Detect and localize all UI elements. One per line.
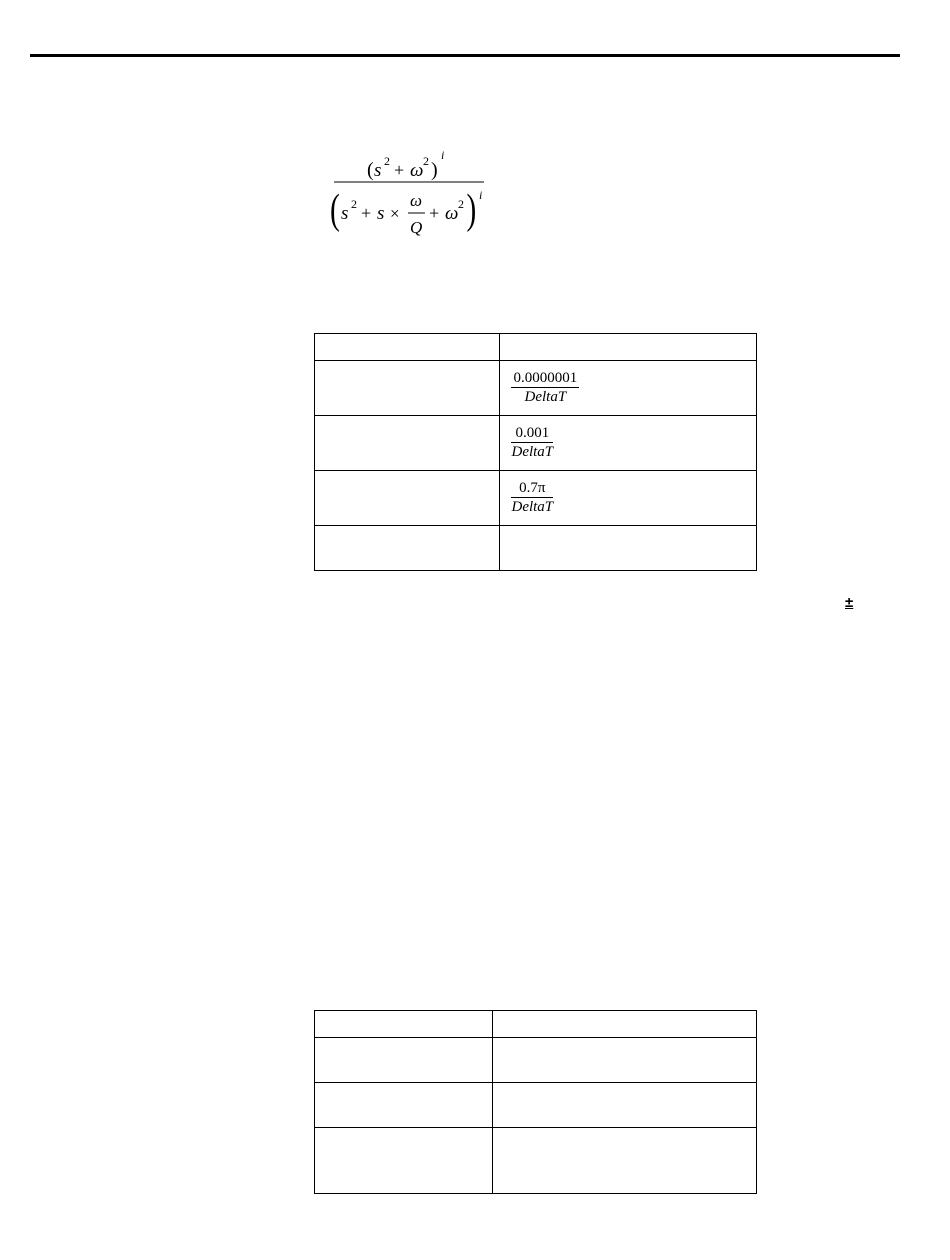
num-close-paren: ) [431, 159, 438, 181]
table-cell [500, 526, 757, 571]
table-cell [492, 1128, 756, 1194]
num-sup-2a: 2 [384, 154, 390, 168]
fraction-numerator: 0.001 [515, 425, 550, 441]
den-s2: s [377, 203, 385, 224]
fraction-denominator: DeltaT [511, 499, 554, 515]
formula-svg [330, 143, 490, 243]
fraction-denominator: DeltaT [524, 389, 567, 405]
table-row [315, 1083, 757, 1128]
den-omega-num: ω [410, 191, 423, 210]
den-plus-1: + [361, 203, 372, 223]
den-s: s [341, 203, 349, 224]
den-sup-2a: 2 [351, 197, 357, 211]
fraction [511, 426, 553, 460]
table-cell [500, 361, 757, 416]
den-times: × [390, 204, 400, 223]
top-rule [30, 54, 900, 57]
den-open-paren: ( [330, 185, 340, 233]
num-plus: + [394, 160, 405, 180]
transfer-function-formula [330, 143, 490, 243]
num-open-paren: ( [367, 159, 374, 181]
num-s: s [374, 160, 382, 181]
table-cell [492, 1038, 756, 1083]
table-cell [492, 1011, 756, 1038]
table-cell [500, 471, 757, 526]
den-plus-2: + [429, 203, 440, 223]
den-omega: ω [445, 203, 459, 224]
den-close-paren: ) [466, 185, 477, 233]
fraction-numerator: 0.0000001 [513, 370, 578, 386]
den-sup-2b: 2 [458, 197, 464, 211]
table-cell [315, 361, 500, 416]
table-cell [315, 1083, 493, 1128]
table-row [315, 361, 757, 416]
num-omega: ω [410, 160, 424, 181]
table-row [315, 1128, 757, 1194]
num-sup-2b: 2 [423, 154, 429, 168]
fraction [511, 481, 553, 515]
secondary-table [314, 1010, 757, 1194]
fraction-numerator: 0.7π [519, 480, 546, 496]
table-row [315, 526, 757, 571]
parameter-table [314, 333, 757, 571]
den-exp-i: i [479, 188, 483, 202]
den-q: Q [410, 218, 423, 237]
table-cell [315, 471, 500, 526]
table-row [315, 471, 757, 526]
table-row [315, 334, 757, 361]
table-row [315, 1038, 757, 1083]
table-cell [315, 1128, 493, 1194]
table-cell [315, 1038, 493, 1083]
table-cell [315, 1011, 493, 1038]
table-cell [315, 416, 500, 471]
plus-minus-symbol: ± [845, 594, 854, 611]
table-row [315, 416, 757, 471]
table-row [315, 1011, 757, 1038]
table-cell [500, 334, 757, 361]
fraction [511, 371, 579, 405]
table-cell [500, 416, 757, 471]
num-exp-i: i [441, 148, 445, 162]
table-cell [315, 526, 500, 571]
table-cell [492, 1083, 756, 1128]
table-cell [315, 334, 500, 361]
fraction-denominator: DeltaT [511, 444, 554, 460]
